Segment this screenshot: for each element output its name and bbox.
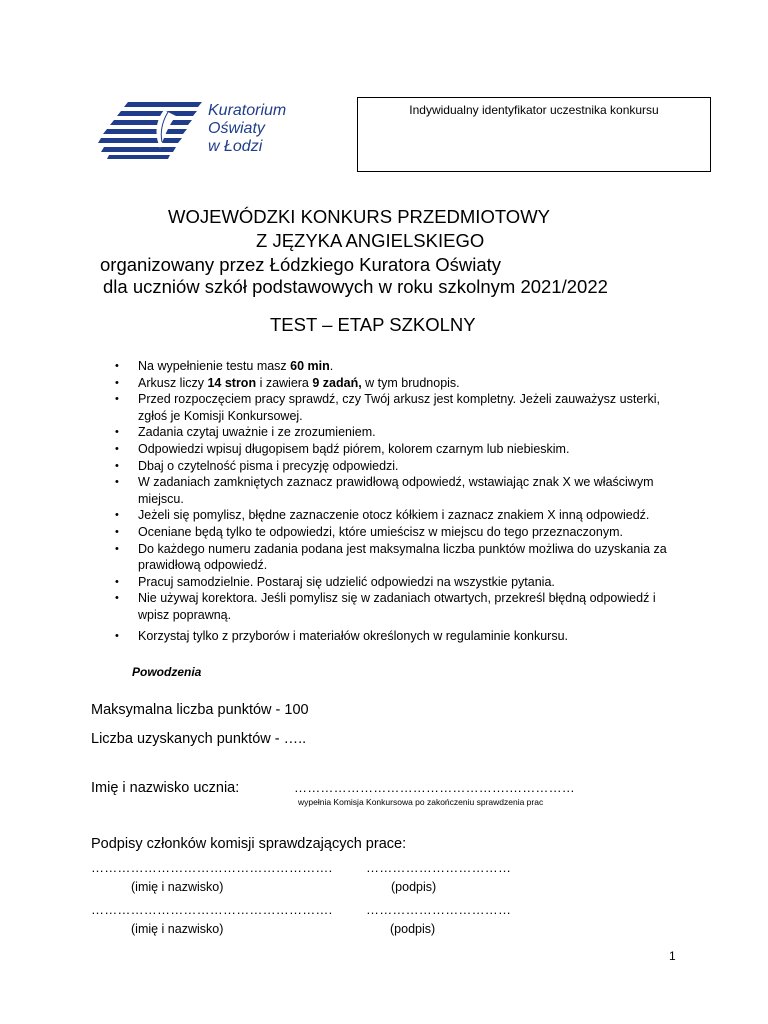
list-item: • Na wypełnienie testu masz 60 min. xyxy=(115,358,675,375)
student-name-field[interactable]: ………………………………………….…………… xyxy=(294,780,576,795)
list-item: • Oceniane będą tylko te odpowiedzi, które umieścisz w miejscu do tego przeznaczonym. xyxy=(115,524,675,541)
kuratorium-logo xyxy=(98,98,308,160)
list-item: • Pracuj samodzielnie. Postaraj się udzielić odpowiedzi na wszystkie pytania. xyxy=(115,574,675,591)
signature-sign-field-2[interactable]: …………………………… xyxy=(366,902,512,917)
student-name-label: Imię i nazwisko ucznia: xyxy=(91,780,240,796)
contest-organizer-line: organizowany przez Łódzkiego Kuratora Oświaty xyxy=(100,254,502,275)
signature-sign-label-1: (podpis) xyxy=(391,880,437,894)
participant-id-label: Indywidualny identyfikator uczestnika konkursu xyxy=(409,103,659,117)
logo-line-3: w Łodzi xyxy=(208,138,263,155)
signature-name-field-1[interactable]: ………………………………………………. xyxy=(91,860,333,875)
test-title: TEST – ETAP SZKOLNY xyxy=(270,314,476,335)
contest-audience-line: dla uczniów szkół podstawowych w roku szkolnym 2021/2022 xyxy=(103,276,608,297)
list-item: • Dbaj o czytelność pisma i precyzję odpowiedzi. xyxy=(115,458,675,475)
list-item: • Korzystaj tylko z przyborów i materiałów określonych w regulaminie konkursu. xyxy=(115,628,675,645)
earned-points-text: Liczba uzyskanych punktów - ….. xyxy=(91,731,307,747)
signatures-title: Podpisy członków komisji sprawdzających prace: xyxy=(91,836,407,852)
max-points-text: Maksymalna liczba punktów - 100 xyxy=(91,702,309,718)
participant-id-box[interactable] xyxy=(357,97,711,172)
list-item: • Odpowiedzi wpisuj długopisem bądź piórem, kolorem czarnym lub niebieskim. xyxy=(115,441,675,458)
logo-line-1: Kuratorium xyxy=(208,102,287,119)
list-item: • Jeżeli się pomylisz, błędne zaznaczenie otocz kółkiem i zaznacz znakiem X inną odpowiedź. xyxy=(115,507,675,524)
logo-line-2: Oświaty xyxy=(208,120,265,137)
list-item: • Do każdego numeru zadania podana jest maksymalna liczba punktów możliwa do uzyskania za prawidłową odpowiedź. xyxy=(115,541,675,574)
signature-name-label-1: (imię i nazwisko) xyxy=(131,880,224,894)
signature-name-label-2: (imię i nazwisko) xyxy=(131,922,224,936)
list-item: • W zadaniach zamkniętych zaznacz prawidłową odpowiedź, wstawiając znak X we właściwym miejscu. xyxy=(115,474,675,507)
signature-sign-label-2: (podpis) xyxy=(390,922,436,936)
list-item: • Przed rozpoczęciem pracy sprawdź, czy Twój arkusz jest kompletny. Jeżeli zauważysz usterki, zgłoś je Komisji Konkursowej. xyxy=(115,391,675,424)
page-number: 1 xyxy=(669,949,676,963)
contest-title-line-2: Z JĘZYKA ANGIELSKIEGO xyxy=(256,230,485,251)
list-item: • Arkusz liczy 14 stron i zawiera 9 zadań, w tym brudnopis. xyxy=(115,375,675,392)
student-name-note: wypełnia Komisja Konkursowa po zakończeniu sprawdzenia prac xyxy=(298,797,544,807)
list-item: • Zadania czytaj uważnie i ze zrozumieniem. xyxy=(115,424,675,441)
list-item: • Nie używaj korektora. Jeśli pomylisz się w zadaniach otwartych, przekreśl błędną odpowiedź i wpisz poprawną. xyxy=(115,590,675,623)
instructions-list xyxy=(115,358,675,644)
good-luck-text: Powodzenia xyxy=(132,665,202,679)
signature-name-field-2[interactable]: ………………………………………………. xyxy=(91,902,333,917)
contest-title-line-1: WOJEWÓDZKI KONKURS PRZEDMIOTOWY xyxy=(168,206,550,227)
signature-sign-field-1[interactable]: …………………………… xyxy=(366,860,512,875)
